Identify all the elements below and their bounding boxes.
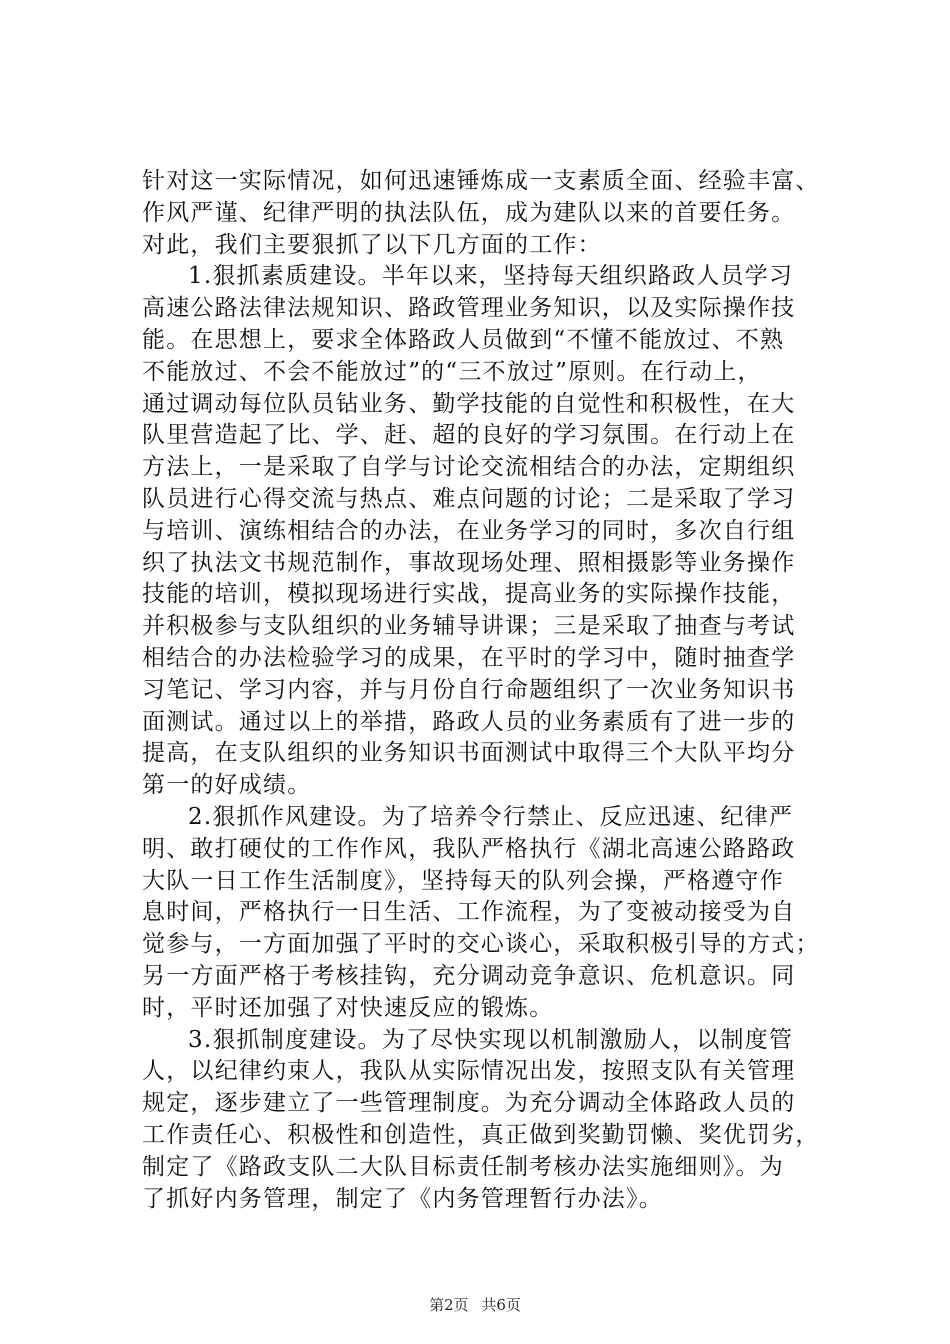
text-line: 通过调动每位队员钻业务、勤学技能的自觉性和积极性，在大 <box>142 390 796 417</box>
text-line: 2.狠抓作风建设。为了培养令行禁止、反应迅速、纪律严 <box>188 803 794 830</box>
text-line: 息时间，严格执行一日生活、工作流程，为了变被动接受为自 <box>142 899 796 926</box>
text-line: 方法上，一是采取了自学与讨论交流相结合的办法，定期组织 <box>142 454 796 481</box>
text-line: 作风严谨、纪律严明的执法队伍，成为建队以来的首要任务。 <box>142 199 796 226</box>
text-line: 习笔记、学习内容，并与月份自行命题组织了一次业务知识书 <box>142 676 796 703</box>
text-line: 织了执法文书规范制作，事故现场处理、照相摄影等业务操作 <box>142 549 796 576</box>
text-line: 相结合的办法检验学习的成果，在平时的学习中，随时抽查学 <box>142 644 796 671</box>
text-line: 技能的培训，模拟现场进行实战，提高业务的实际操作技能， <box>142 581 796 608</box>
text-line: 第一的好成绩。 <box>142 772 312 799</box>
text-line: 大队一日工作生活制度》，坚持每天的队列会操，严格遵守作 <box>142 867 784 894</box>
text-line: 针对这一实际情况，如何迅速锤炼成一支素质全面、经验丰富、 <box>142 168 820 194</box>
text-line: 能。在思想上，要求全体路政人员做到“不懂不能放过、不熟 <box>142 326 785 353</box>
text-line: 提高，在支队组织的业务知识书面测试中取得三个大队平均分 <box>142 740 796 767</box>
text-line: 不能放过、不会不能放过”的“三不放过”原则。在行动上， <box>142 358 762 385</box>
text-line: 觉参与，一方面加强了平时的交心谈心，采取积极引导的方式； <box>142 931 820 958</box>
page-total: 共6页 <box>481 1296 521 1314</box>
document-body <box>142 166 832 1215</box>
text-line: 并积极参与支队组织的业务辅导讲课；三是采取了抽查与考试 <box>142 613 796 640</box>
text-line: 对此，我们主要狠抓了以下几方面的工作： <box>142 231 602 258</box>
text-line: 明、敢打硬仗的工作作风，我队严格执行《湖北高速公路路政 <box>142 835 796 862</box>
text-line: 高速公路法律法规知识、路政管理业务知识，以及实际操作技 <box>142 295 796 322</box>
text-line: 了抓好内务管理，制定了《内务管理暂行办法》。 <box>142 1185 663 1212</box>
text-line: 队里营造起了比、学、赶、超的良好的学习氛围。在行动上在 <box>142 422 796 449</box>
text-line: 时，平时还加强了对快速反应的锻炼。 <box>142 994 554 1021</box>
text-line: 另一方面严格于考核挂钩，充分调动竞争意识、危机意识。同 <box>142 962 796 989</box>
text-line: 1.狠抓素质建设。半年以来，坚持每天组织路政人员学习 <box>188 263 794 290</box>
page-number: 第2页 <box>429 1296 469 1314</box>
text-line: 队员进行心得交流与热点、难点问题的讨论；二是采取了学习 <box>142 485 796 512</box>
text-line: 与培训、演练相结合的办法，在业务学习的同时，多次自行组 <box>142 517 796 544</box>
text-line: 工作责任心、积极性和创造性，真正做到奖勤罚懒、奖优罚劣， <box>142 1121 820 1148</box>
text-line: 面测试。通过以上的举措，路政人员的业务素质有了进一步的 <box>142 708 796 735</box>
text-line: 3.狠抓制度建设。为了尽快实现以机制激励人，以制度管 <box>188 1026 794 1053</box>
text-line: 制定了《路政支队二大队目标责任制考核办法实施细则》。为 <box>142 1153 784 1180</box>
text-line: 规定，逐步建立了一些管理制度。为充分调动全体路政人员的 <box>142 1090 796 1117</box>
page-footer <box>0 1294 950 1315</box>
text-line: 人，以纪律约束人，我队从实际情况出发，按照支队有关管理 <box>142 1058 796 1085</box>
